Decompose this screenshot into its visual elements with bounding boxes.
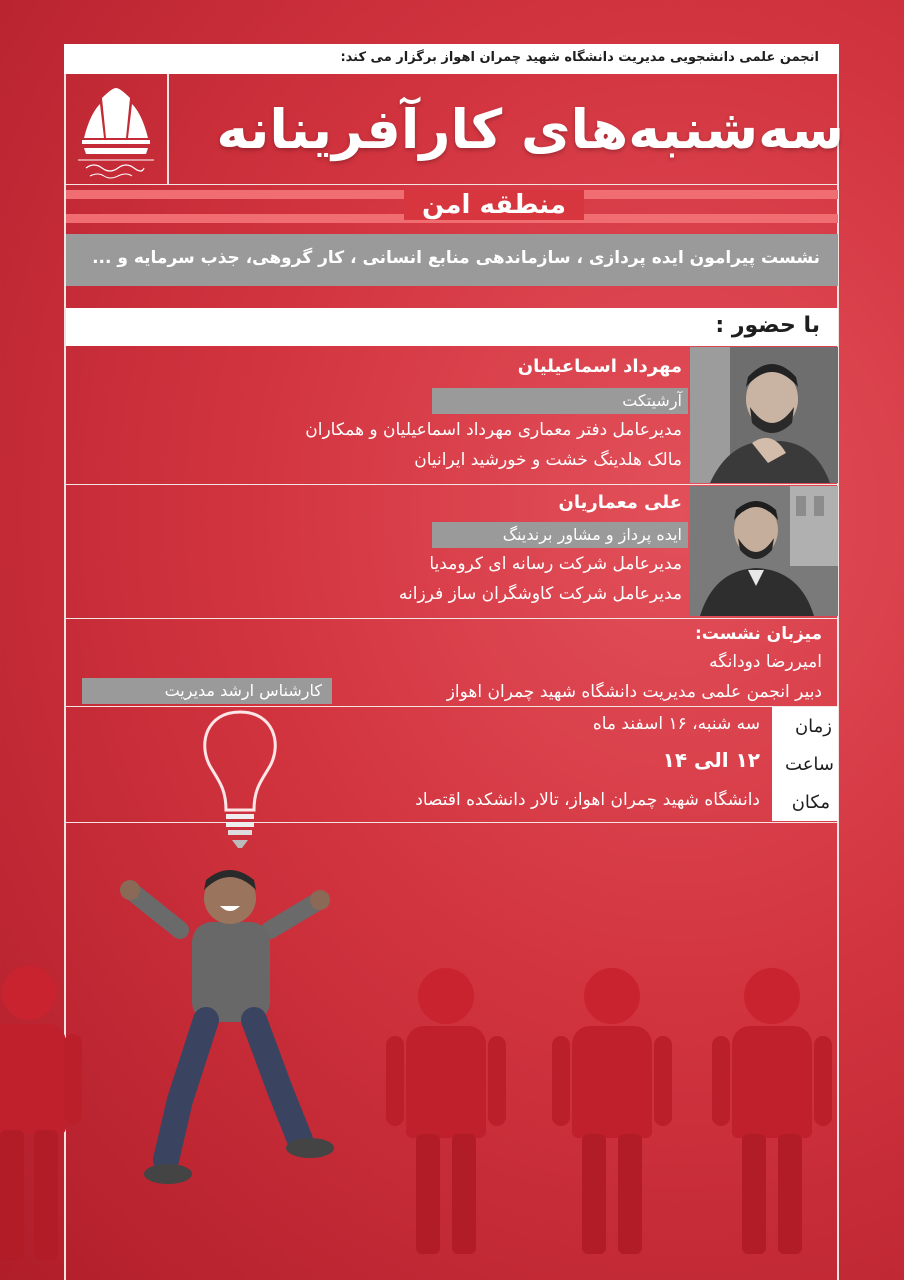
attendance-label: با حضور : (715, 313, 820, 338)
subtitle: منطقه امن (404, 190, 584, 220)
intro-text: انجمن علمی دانشجویی مدیریت دانشگاه شهید چمران اهواز برگزار می کند: (340, 50, 819, 65)
divider (66, 184, 838, 185)
jumping-person-illustration (120, 860, 360, 1200)
host-title: دبیر انجمن علمی مدیریت دانشگاه شهید چمران اهواز (446, 682, 822, 702)
speaker-2-photo (690, 486, 838, 616)
frame-right-line (837, 44, 839, 1280)
host-badge-text: کارشناس ارشد مدیریت (164, 681, 322, 700)
topics-bar (66, 234, 838, 286)
detail-place-value: دانشگاه شهید چمران اهواز، تالار دانشکده اقتصاد (415, 790, 760, 810)
host-label: میزبان نشست: (694, 624, 822, 644)
speaker-2-name: علی معماریان (558, 492, 682, 513)
detail-time-label: زمان (794, 716, 832, 737)
university-logo-icon (64, 74, 167, 184)
speaker-2-line2: مدیرعامل شرکت کاوشگران ساز فرزانه (398, 584, 682, 604)
speaker-2-portrait (690, 486, 838, 616)
speaker-2-role-bar (432, 522, 688, 548)
host-name: امیررضا دودانگه (709, 652, 822, 672)
topics-text: نشست پیرامون ایده پردازی ، سازماندهی منابع انسانی ، کار گروهی، جذب سرمایه و ... (92, 248, 820, 268)
page-title: سه‌شنبه‌های کارآفرینانه (216, 98, 844, 161)
detail-hour-label: ساعت (785, 754, 834, 775)
speaker-1-role: آرشیتکت (622, 391, 682, 410)
speaker-1-photo (690, 347, 838, 483)
divider (66, 484, 838, 485)
speaker-1-name: مهرداد اسماعیلیان (517, 356, 682, 377)
speaker-2-line1: مدیرعامل شرکت رسانه ای کرومدیا (429, 554, 682, 574)
speaker-1-portrait (690, 347, 838, 483)
attendance-bar (66, 308, 838, 346)
detail-hour-value: ۱۲ الی ۱۴ (662, 748, 760, 772)
speaker-2-role: ایده پرداز و مشاور برندینگ (502, 525, 682, 544)
logo-box (66, 74, 169, 184)
detail-place-label: مکان (791, 792, 830, 813)
speaker-1-line2: مالک هلدینگ خشت و خورشید ایرانیان (414, 450, 682, 470)
speaker-1-role-bar (432, 388, 688, 414)
intro-bar (64, 44, 839, 74)
divider (66, 618, 838, 619)
speaker-1-line1: مدیرعامل دفتر معماری مهرداد اسماعیلیان و همکاران (305, 420, 682, 440)
lightbulb-icon (180, 700, 300, 860)
detail-time-value: سه شنبه، ۱۶ اسفند ماه (592, 714, 760, 734)
